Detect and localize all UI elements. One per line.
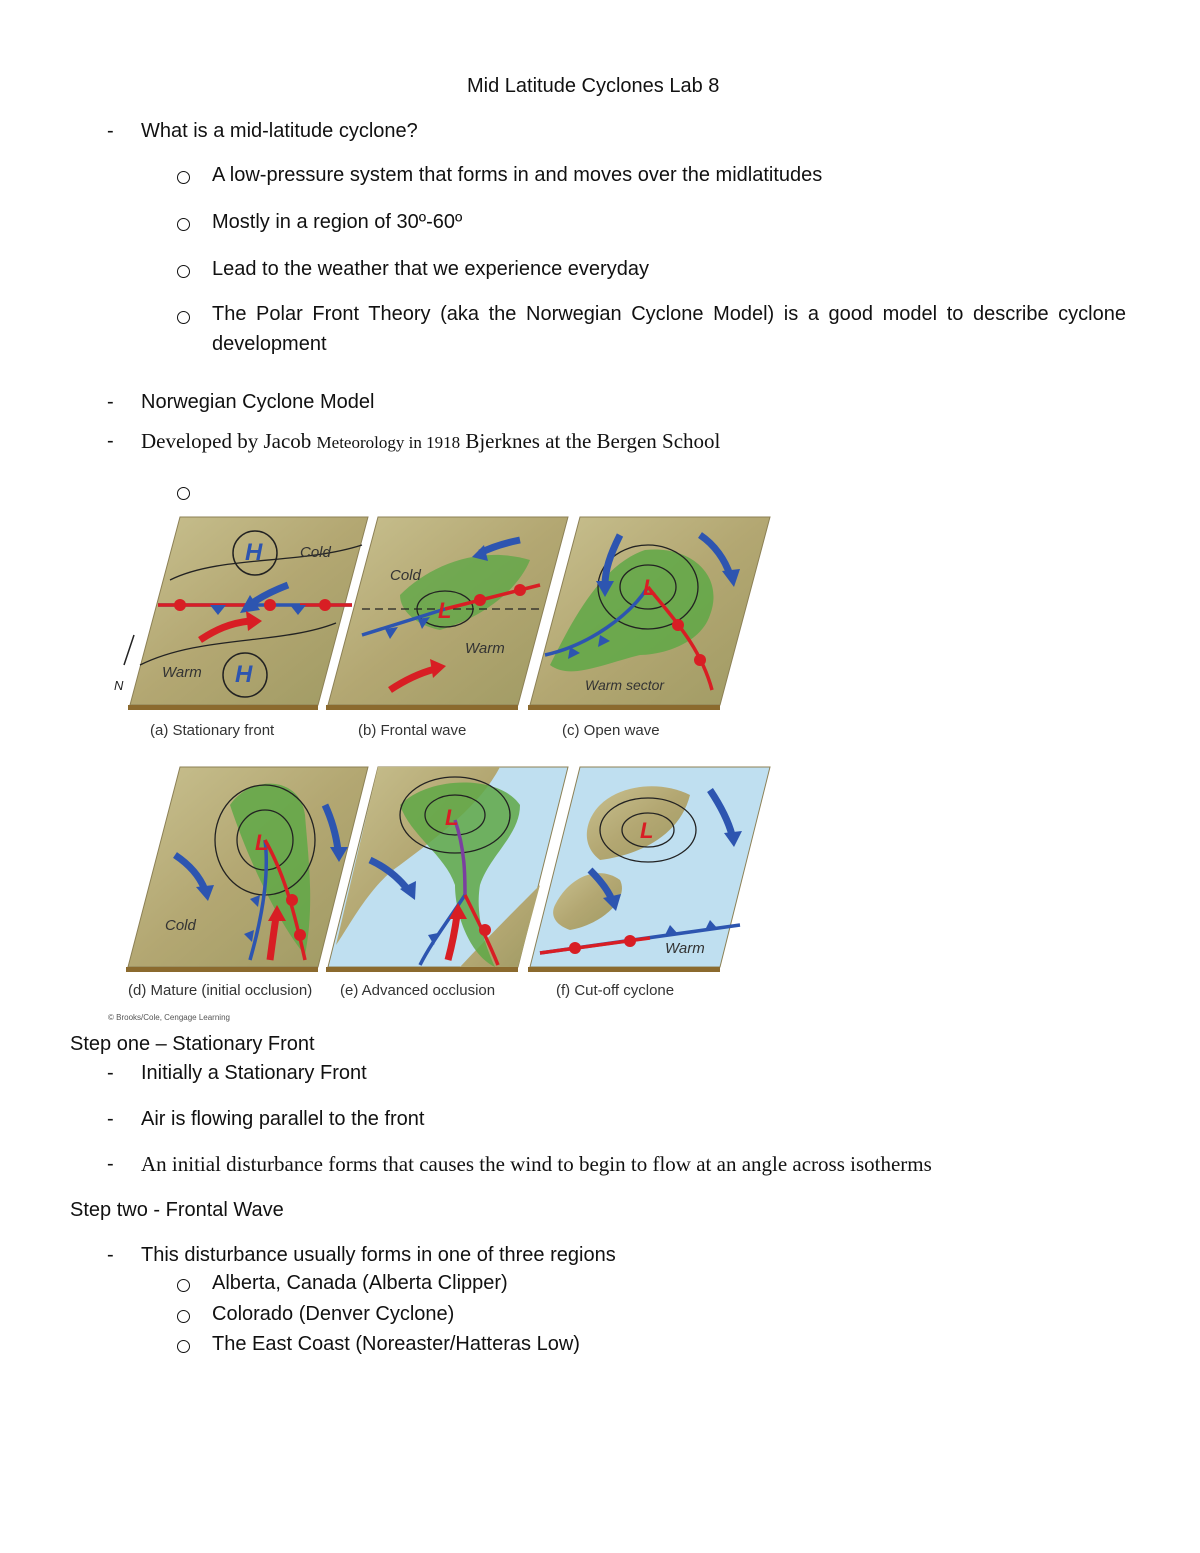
panel-b-label-warm: Warm — [465, 640, 505, 657]
list-item: Air is flowing parallel to the front — [141, 1108, 425, 1130]
list-item: This disturbance usually forms in one of three regions — [141, 1244, 616, 1266]
step-two-heading: Step two - Frontal Wave — [70, 1199, 284, 1221]
panel-a-label-h-top: H — [245, 539, 263, 566]
developed-text — [141, 428, 720, 456]
panel-a-stationary-front — [114, 517, 368, 710]
cyclone-figure — [100, 505, 780, 1025]
panel-c-caption: (c) Open wave — [562, 722, 660, 739]
list-item: Lead to the weather that we experience everyday — [212, 258, 649, 280]
panel-b-caption: (b) Frontal wave — [358, 722, 467, 739]
list-item: Mostly in a region of 30º-60º — [212, 211, 463, 233]
region-item: Alberta, Canada (Alberta Clipper) — [212, 1272, 508, 1294]
section-heading: Norwegian Cyclone Model — [141, 391, 375, 413]
dash-marker: - — [107, 1244, 114, 1266]
bullet-marker — [177, 218, 190, 231]
panel-d-label-cold: Cold — [165, 917, 196, 934]
panel-c-label-l: L — [643, 575, 657, 600]
bullet-marker — [177, 1310, 190, 1323]
bullet-marker — [177, 311, 190, 324]
panel-d-mature — [126, 767, 368, 972]
panel-a-label-warm: Warm — [162, 664, 202, 681]
bullet-marker — [177, 171, 190, 184]
region-item: Colorado (Denver Cyclone) — [212, 1303, 455, 1325]
panel-b-label-cold: Cold — [390, 567, 421, 584]
list-item: Initially a Stationary Front — [141, 1062, 367, 1084]
panel-e-caption: (e) Advanced occlusion — [340, 982, 496, 999]
panel-b-label-l: L — [438, 598, 452, 623]
panel-f-label-l: L — [640, 818, 654, 843]
dash-marker: - — [107, 430, 114, 452]
list-item: The Polar Front Theory (aka the Norwegian Cyclone Model) is a good model to describe cyclone development — [212, 303, 1126, 355]
bullet-marker — [177, 487, 190, 500]
bullet-marker — [177, 265, 190, 278]
dash-marker: - — [107, 1062, 114, 1084]
panel-b-frontal-wave — [326, 517, 568, 710]
list-item: An initial disturbance forms that causes the wind to begin to flow at an angle across isotherms — [141, 1152, 932, 1176]
page-title: Mid Latitude Cyclones Lab 8 — [467, 75, 720, 97]
panel-f-cut-off-cyclone — [528, 767, 770, 972]
panel-d-caption: (d) Mature (initial occlusion) — [128, 982, 313, 999]
panel-c-label-warm-sector: Warm sector — [585, 677, 665, 693]
question-text: What is a mid-latitude cyclone? — [141, 120, 418, 142]
panel-e-label-l: L — [445, 805, 459, 830]
panel-a-label-cold: Cold — [300, 544, 331, 561]
developed-part-a: Developed by Jacob — [141, 429, 312, 453]
list-item: A low-pressure system that forms in and moves over the midlatitudes — [212, 164, 823, 186]
figure-credit: © Brooks/Cole, Cengage Learning — [108, 1013, 230, 1022]
panel-c-open-wave — [528, 517, 770, 710]
panel-a-label-h-bottom: H — [235, 661, 253, 688]
step-one-heading: Step one – Stationary Front — [70, 1033, 315, 1055]
panel-f-label-warm: Warm — [665, 940, 705, 957]
bullet-marker — [177, 1279, 190, 1292]
dash-marker: - — [107, 120, 114, 142]
panel-f-caption: (f) Cut-off cyclone — [556, 982, 675, 999]
bullet-marker — [177, 1340, 190, 1353]
dash-marker: - — [107, 391, 114, 413]
panel-a-label-north: N — [114, 678, 124, 693]
developed-part-b: Meteorology in 1918 — [316, 433, 461, 452]
developed-part-c: Bjerknes at the Bergen School — [465, 429, 721, 453]
region-item: The East Coast (Noreaster/Hatteras Low) — [212, 1333, 580, 1355]
panel-d-label-l: L — [255, 830, 269, 855]
dash-marker: - — [107, 1153, 114, 1175]
panel-e-advanced-occlusion — [326, 767, 568, 972]
dash-marker: - — [107, 1108, 114, 1130]
panel-a-caption: (a) Stationary front — [150, 722, 275, 739]
